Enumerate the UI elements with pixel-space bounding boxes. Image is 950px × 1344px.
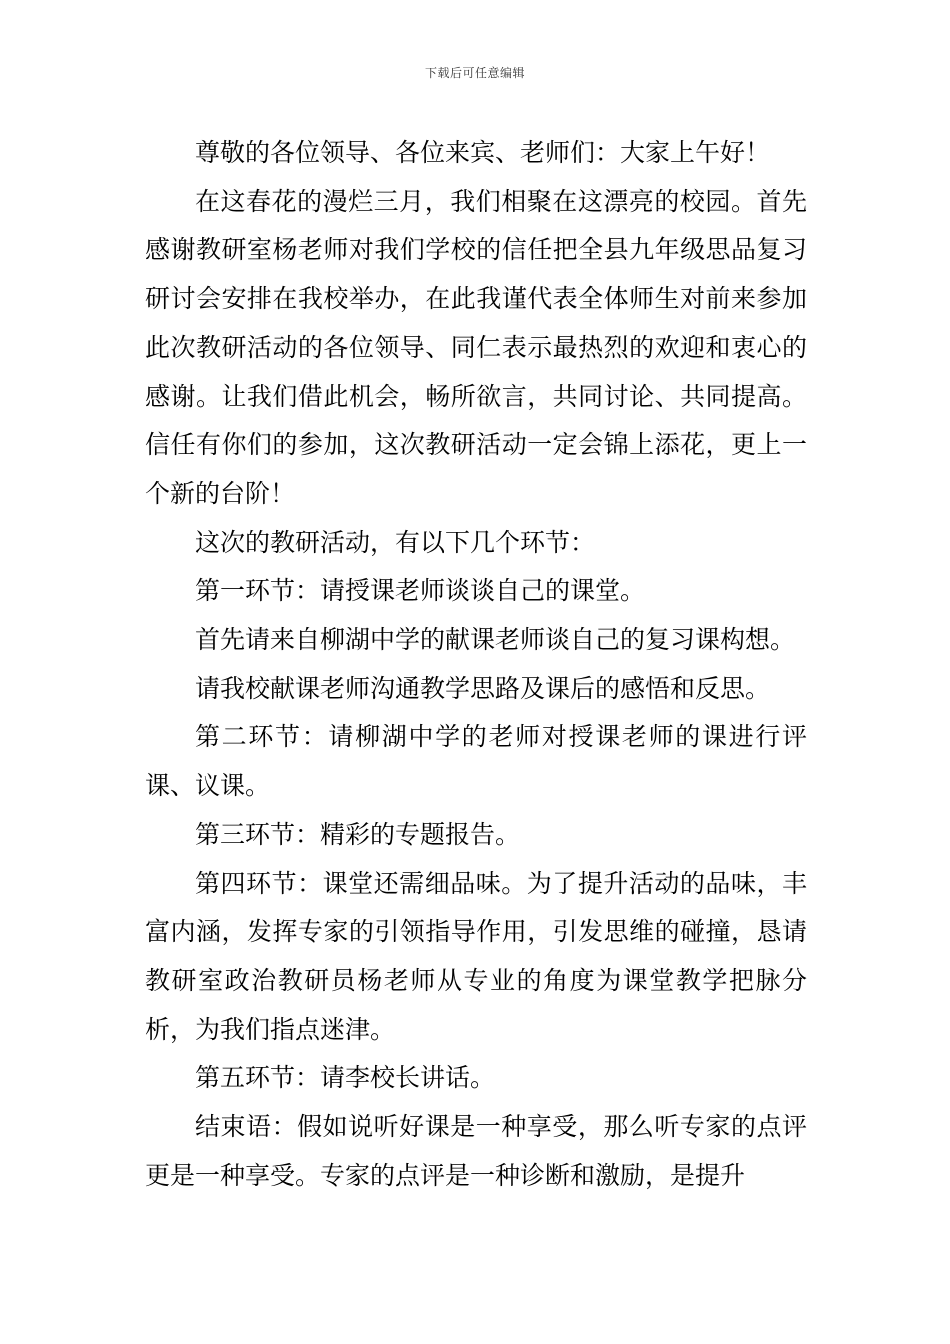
paragraph-greeting: 尊敬的各位领导、各位来宾、老师们：大家上午好！ xyxy=(195,138,771,167)
paragraph-agenda-intro: 这次的教研活动，有以下几个环节： xyxy=(195,527,596,557)
paragraph-closing: 结束语：假如说听好课是一种享受，那么听专家的点评更是一种享受。专家的点评是一种诊断和激励，是提升 xyxy=(145,1112,807,1190)
paragraph-step-1: 第一环节：请授课老师谈谈自己的课堂。 xyxy=(195,576,646,606)
paragraph-step-1-detail-a: 首先请来自柳湖中学的献课老师谈自己的复习课构想。 xyxy=(195,625,796,655)
paragraph-step-4: 第四环节：课堂还需细品味。为了提升活动的品味，丰富内涵，发挥专家的引领指导作用，引发思维的碰撞，恳请教研室政治教研员杨老师从专业的角度为课堂教学把脉分析，为我们指点迷津。 xyxy=(145,868,807,1044)
paragraph-step-1-detail-b: 请我校献课老师沟通教学思路及课后的感悟和反思。 xyxy=(195,673,771,703)
page-header: 下载后可任意编辑 xyxy=(424,66,525,80)
paragraph-step-3: 第三环节：精彩的专题报告。 xyxy=(195,819,521,849)
paragraph-welcome: 在这春花的漫烂三月，我们相聚在这漂亮的校园。首先感谢教研室杨老师对我们学校的信任把全县九年级思品复习研讨会安排在我校举办，在此我谨代表全体师生对前来参加此次教研活动的各位领导、同仁表示最热烈的欢迎和衷心的感谢。让我们借此机会，畅所欲言，共同讨论、共同提高。信任有你们的参加，这次教研活动一定会锦上添花，更上一个新的台阶！ xyxy=(145,186,807,508)
paragraph-step-2: 第二环节：请柳湖中学的老师对授课老师的课进行评课、议课。 xyxy=(145,722,807,801)
document-body xyxy=(145,129,807,1200)
paragraph-step-5: 第五环节：请李校长讲话。 xyxy=(195,1063,496,1093)
